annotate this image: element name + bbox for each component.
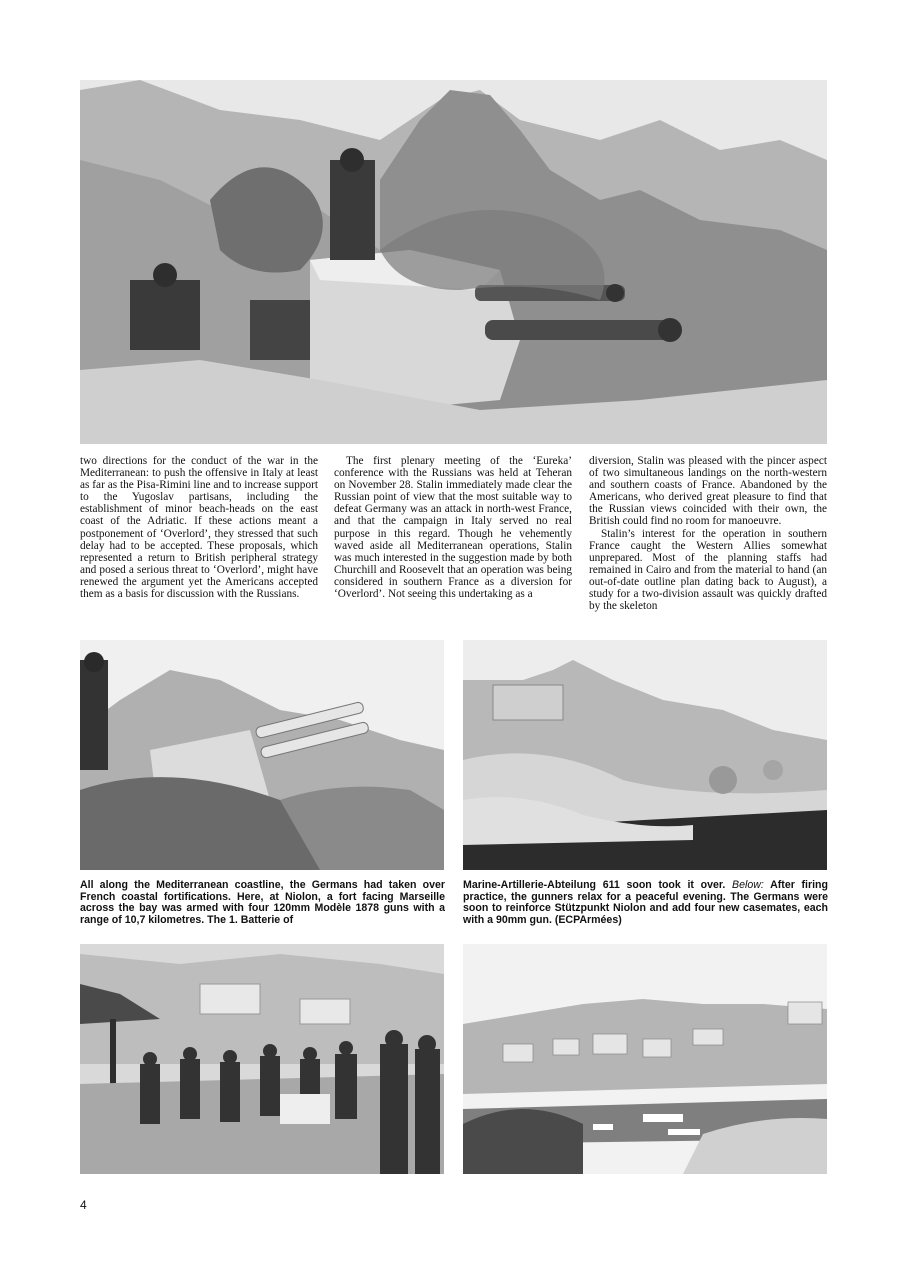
caption-left-text: All along the Mediterranean coastline, the Germans had taken over French coastal fortifications. Here, at Niolon, a fort facing Marseille across the bay was armed with four 120mm Modèle 1878 guns with a range of 10,7 kilometres. The 1. Batterie of [80,880,445,926]
text-column-3 [589,455,827,633]
text-column-2 [334,455,572,633]
caption-right-text-a: Marine-Artillerie-Abteilung 611 soon took it over. [463,880,733,891]
photo-harbour-village [463,944,827,1174]
caption-right-italic: Below: [732,880,764,891]
page-number: 4 [80,1198,87,1212]
photo-gunners-relaxing-musicians [80,944,444,1174]
column-3-paragraph-1: diversion, Stalin was pleased with the pincer aspect of two simultaneous landings on the north-western and southern coasts of France. Abandoned by the Americans, who derived great pleasure to find that the Russian views coincided with their own, the British could find no room for manoeuvre. [589,455,827,528]
photo-gun-casement-soldiers [80,80,827,444]
photo-twin-guns-camouflaged [80,640,444,870]
caption-right-text-b: After firing practice, the gunners relax for a peaceful evening. The Germans were soon to reinforce Stützpunkt Niolon and add four new casemates, each with a 90mm gun. (ECPArmées) [463,880,828,926]
photo-cove-with-building [463,640,827,870]
caption-right [463,880,828,938]
column-1-paragraph: two directions for the conduct of the war in the Mediterranean: to push the offensive in Italy at least as far as the Pisa-Rimini line and to increase support to the Yugoslav partisans, including the establishment of minor beach-heads on the east coast of the Adriatic. If these actions meant a postponement of ‘Overlord’, they stressed that such delay had to be accepted. These proposals, which represented a return to British peripheral strategy and posed a serious threat to ‘Overlord’, might have renewed the argument yet the Americans accepted them as a basis for discussion with the Russians. [80,455,318,601]
column-3-paragraph-2: Stalin’s interest for the operation in southern France caught the Western Allies somewhat unprepared. Most of the planning staffs had remained in Cairo and from the material to hand (an out-of-date outline plan dating back to August), a study for a two-division assault was quickly drafted by the skeleton [589,527,827,613]
column-2-paragraph: The first plenary meeting of the ‘Eureka’ conference with the Russians was held at Teheran on November 28. Stalin immediately made clear the Russian point of view that the most suitable way to defeat Germany was an attack in north-west France, and that the campaign in Italy served no real purpose in this regard. Though he vehemently waved aside all Mediterranean operations, Stalin was much interested in the suggestion made by both Churchill and Roosevelt that an operation was being considered in southern France as a diversion for ‘Overlord’. Not seeing this undertaking as a [334,455,572,601]
caption-left [80,880,445,938]
text-column-1 [80,455,318,633]
